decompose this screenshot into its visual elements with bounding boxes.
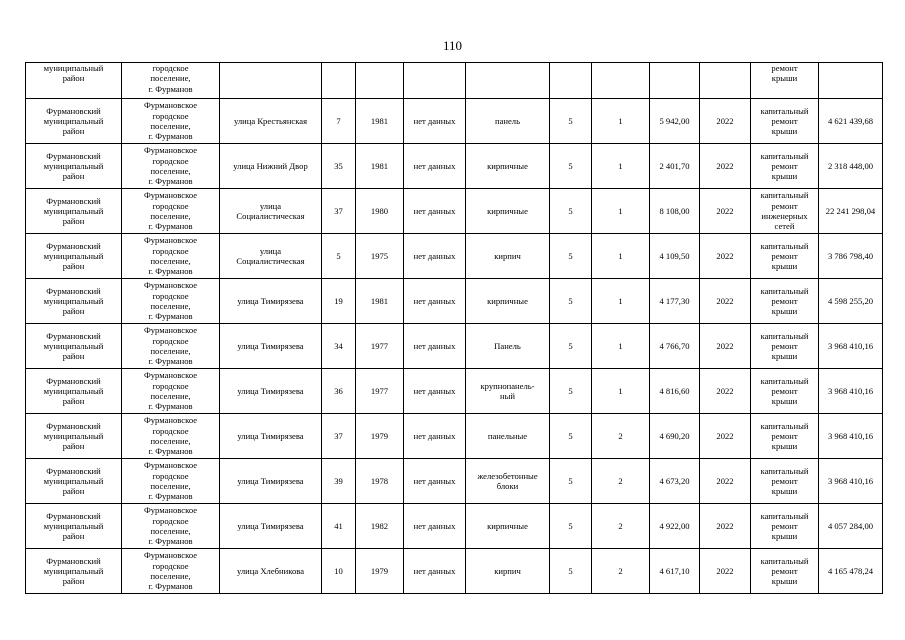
wall-material-cell: железобетонные блоки	[466, 459, 550, 504]
house-number-cell	[322, 63, 356, 99]
street-cell: улица Тимирязева	[220, 369, 322, 414]
year-renovated-cell: нет данных	[404, 234, 466, 279]
settlement-cell: Фурмановское городское поселение, г. Фурманов	[122, 369, 220, 414]
entrances-cell: 1	[592, 144, 650, 189]
year-renovated-cell: нет данных	[404, 99, 466, 144]
entrances-cell: 2	[592, 414, 650, 459]
street-cell: улица Тимирязева	[220, 504, 322, 549]
district-cell: Фурмановский муниципальный район	[26, 189, 122, 234]
wall-material-cell: панель	[466, 99, 550, 144]
wall-material-cell: кирпичные	[466, 144, 550, 189]
settlement-cell: Фурмановское городское поселение, г. Фурманов	[122, 189, 220, 234]
house-number-cell: 41	[322, 504, 356, 549]
table-body	[26, 63, 883, 594]
area-cell: 4 690,20	[650, 414, 700, 459]
year-renovated-cell	[404, 63, 466, 99]
plan-year-cell: 2022	[700, 324, 751, 369]
district-cell: Фурмановский муниципальный район	[26, 549, 122, 594]
cost-cell: 3 968 410,16	[819, 324, 883, 369]
floors-cell: 5	[550, 189, 592, 234]
floors-cell: 5	[550, 99, 592, 144]
work-type-cell: капитальный ремонт крыши	[751, 504, 819, 549]
area-cell: 4 766,70	[650, 324, 700, 369]
area-cell: 5 942,00	[650, 99, 700, 144]
area-cell: 4 673,20	[650, 459, 700, 504]
cost-cell: 3 786 798,40	[819, 234, 883, 279]
area-cell: 4 617,10	[650, 549, 700, 594]
house-number-cell: 35	[322, 144, 356, 189]
cost-cell: 3 968 410,16	[819, 414, 883, 459]
cost-cell: 4 057 284,00	[819, 504, 883, 549]
floors-cell: 5	[550, 504, 592, 549]
house-number-cell: 7	[322, 99, 356, 144]
cost-cell: 2 318 448,00	[819, 144, 883, 189]
year-built-cell: 1979	[356, 549, 404, 594]
wall-material-cell: кирпичные	[466, 504, 550, 549]
street-cell: улица Тимирязева	[220, 324, 322, 369]
wall-material-cell: панельные	[466, 414, 550, 459]
year-renovated-cell: нет данных	[404, 549, 466, 594]
street-cell: улица Крестьянская	[220, 99, 322, 144]
year-built-cell: 1978	[356, 459, 404, 504]
street-cell: улица Тимирязева	[220, 279, 322, 324]
table-row	[26, 504, 883, 549]
year-renovated-cell: нет данных	[404, 279, 466, 324]
cost-cell: 22 241 298,04	[819, 189, 883, 234]
street-cell: улица Нижний Двор	[220, 144, 322, 189]
year-renovated-cell: нет данных	[404, 189, 466, 234]
work-type-cell: капитальный ремонт крыши	[751, 549, 819, 594]
floors-cell: 5	[550, 144, 592, 189]
district-cell: Фурмановский муниципальный район	[26, 324, 122, 369]
plan-year-cell: 2022	[700, 459, 751, 504]
house-number-cell: 19	[322, 279, 356, 324]
work-type-cell: капитальный ремонт крыши	[751, 279, 819, 324]
year-renovated-cell: нет данных	[404, 459, 466, 504]
house-number-cell: 5	[322, 234, 356, 279]
year-renovated-cell: нет данных	[404, 144, 466, 189]
year-built-cell: 1981	[356, 99, 404, 144]
plan-year-cell: 2022	[700, 144, 751, 189]
year-built-cell: 1977	[356, 369, 404, 414]
settlement-cell: городское поселение, г. Фурманов	[122, 63, 220, 99]
district-cell: Фурмановский муниципальный район	[26, 279, 122, 324]
area-cell: 4 922,00	[650, 504, 700, 549]
entrances-cell: 2	[592, 549, 650, 594]
floors-cell: 5	[550, 324, 592, 369]
cost-cell: 3 968 410,16	[819, 369, 883, 414]
cost-cell: 4 621 439,68	[819, 99, 883, 144]
page-number: 110	[442, 38, 463, 53]
cost-cell: 4 165 478,24	[819, 549, 883, 594]
house-number-cell: 37	[322, 189, 356, 234]
floors-cell: 5	[550, 234, 592, 279]
year-built-cell: 1981	[356, 279, 404, 324]
table-row	[26, 189, 883, 234]
area-cell: 4 109,50	[650, 234, 700, 279]
area-cell: 4 177,30	[650, 279, 700, 324]
work-type-cell: капитальный ремонт крыши	[751, 369, 819, 414]
street-cell: улица Хлебникова	[220, 549, 322, 594]
floors-cell: 5	[550, 369, 592, 414]
area-cell: 2 401,70	[650, 144, 700, 189]
street-cell: улица Тимирязева	[220, 414, 322, 459]
entrances-cell: 1	[592, 279, 650, 324]
wall-material-cell	[466, 63, 550, 99]
district-cell: Фурмановский муниципальный район	[26, 234, 122, 279]
settlement-cell: Фурмановское городское поселение, г. Фурманов	[122, 414, 220, 459]
table-row	[26, 144, 883, 189]
table-row-continued	[26, 63, 883, 99]
house-number-cell: 36	[322, 369, 356, 414]
area-cell: 4 816,60	[650, 369, 700, 414]
entrances-cell: 2	[592, 459, 650, 504]
table-row	[26, 414, 883, 459]
plan-year-cell: 2022	[700, 369, 751, 414]
year-renovated-cell: нет данных	[404, 414, 466, 459]
floors-cell: 5	[550, 549, 592, 594]
plan-year-cell	[700, 63, 751, 99]
table-row	[26, 459, 883, 504]
district-cell: Фурмановский муниципальный район	[26, 414, 122, 459]
house-number-cell: 34	[322, 324, 356, 369]
work-type-cell: капитальный ремонт крыши	[751, 459, 819, 504]
settlement-cell: Фурмановское городское поселение, г. Фурманов	[122, 324, 220, 369]
settlement-cell: Фурмановское городское поселение, г. Фурманов	[122, 549, 220, 594]
settlement-cell: Фурмановское городское поселение, г. Фурманов	[122, 279, 220, 324]
house-number-cell: 10	[322, 549, 356, 594]
district-cell: Фурмановский муниципальный район	[26, 504, 122, 549]
floors-cell: 5	[550, 414, 592, 459]
table-row	[26, 234, 883, 279]
street-cell: улица Тимирязева	[220, 459, 322, 504]
entrances-cell: 1	[592, 99, 650, 144]
work-type-cell: капитальный ремонт крыши	[751, 324, 819, 369]
entrances-cell	[592, 63, 650, 99]
year-renovated-cell: нет данных	[404, 504, 466, 549]
wall-material-cell: кирпич	[466, 549, 550, 594]
wall-material-cell: Панель	[466, 324, 550, 369]
entrances-cell: 1	[592, 369, 650, 414]
table-row	[26, 549, 883, 594]
area-cell: 8 108,00	[650, 189, 700, 234]
wall-material-cell: кирпичные	[466, 189, 550, 234]
work-type-cell: капитальный ремонт крыши	[751, 234, 819, 279]
settlement-cell: Фурмановское городское поселение, г. Фурманов	[122, 234, 220, 279]
work-type-cell: капитальный ремонт крыши	[751, 99, 819, 144]
settlement-cell: Фурмановское городское поселение, г. Фурманов	[122, 459, 220, 504]
wall-material-cell: кирпич	[466, 234, 550, 279]
registry-table	[25, 62, 883, 594]
entrances-cell: 1	[592, 234, 650, 279]
plan-year-cell: 2022	[700, 279, 751, 324]
plan-year-cell: 2022	[700, 99, 751, 144]
work-type-cell: капитальный ремонт инженерных сетей	[751, 189, 819, 234]
cost-cell: 4 598 255,20	[819, 279, 883, 324]
year-built-cell: 1981	[356, 144, 404, 189]
floors-cell: 5	[550, 459, 592, 504]
plan-year-cell: 2022	[700, 234, 751, 279]
house-number-cell: 39	[322, 459, 356, 504]
table-row	[26, 324, 883, 369]
entrances-cell: 1	[592, 324, 650, 369]
street-cell: улица Социалистическая	[220, 189, 322, 234]
floors-cell	[550, 63, 592, 99]
settlement-cell: Фурмановское городское поселение, г. Фурманов	[122, 504, 220, 549]
street-cell: улица Социалистическая	[220, 234, 322, 279]
cost-cell	[819, 63, 883, 99]
area-cell	[650, 63, 700, 99]
cost-cell: 3 968 410,16	[819, 459, 883, 504]
year-renovated-cell: нет данных	[404, 324, 466, 369]
district-cell: Фурмановский муниципальный район	[26, 459, 122, 504]
district-cell: Фурмановский муниципальный район	[26, 99, 122, 144]
work-type-cell: капитальный ремонт крыши	[751, 144, 819, 189]
year-renovated-cell: нет данных	[404, 369, 466, 414]
year-built-cell	[356, 63, 404, 99]
plan-year-cell: 2022	[700, 549, 751, 594]
district-cell: муниципальный район	[26, 63, 122, 99]
table-row	[26, 279, 883, 324]
entrances-cell: 2	[592, 504, 650, 549]
wall-material-cell: крупнопанель- ный	[466, 369, 550, 414]
settlement-cell: Фурмановское городское поселение, г. Фурманов	[122, 99, 220, 144]
entrances-cell: 1	[592, 189, 650, 234]
plan-year-cell: 2022	[700, 189, 751, 234]
year-built-cell: 1979	[356, 414, 404, 459]
floors-cell: 5	[550, 279, 592, 324]
year-built-cell: 1977	[356, 324, 404, 369]
district-cell: Фурмановский муниципальный район	[26, 369, 122, 414]
plan-year-cell: 2022	[700, 504, 751, 549]
house-number-cell: 37	[322, 414, 356, 459]
settlement-cell: Фурмановское городское поселение, г. Фурманов	[122, 144, 220, 189]
district-cell: Фурмановский муниципальный район	[26, 144, 122, 189]
table-row	[26, 99, 883, 144]
work-type-cell: капитальный ремонт крыши	[751, 414, 819, 459]
plan-year-cell: 2022	[700, 414, 751, 459]
year-built-cell: 1982	[356, 504, 404, 549]
wall-material-cell: кирпичные	[466, 279, 550, 324]
year-built-cell: 1980	[356, 189, 404, 234]
street-cell	[220, 63, 322, 99]
table-row	[26, 369, 883, 414]
work-type-cell: ремонт крыши	[751, 63, 819, 99]
year-built-cell: 1975	[356, 234, 404, 279]
